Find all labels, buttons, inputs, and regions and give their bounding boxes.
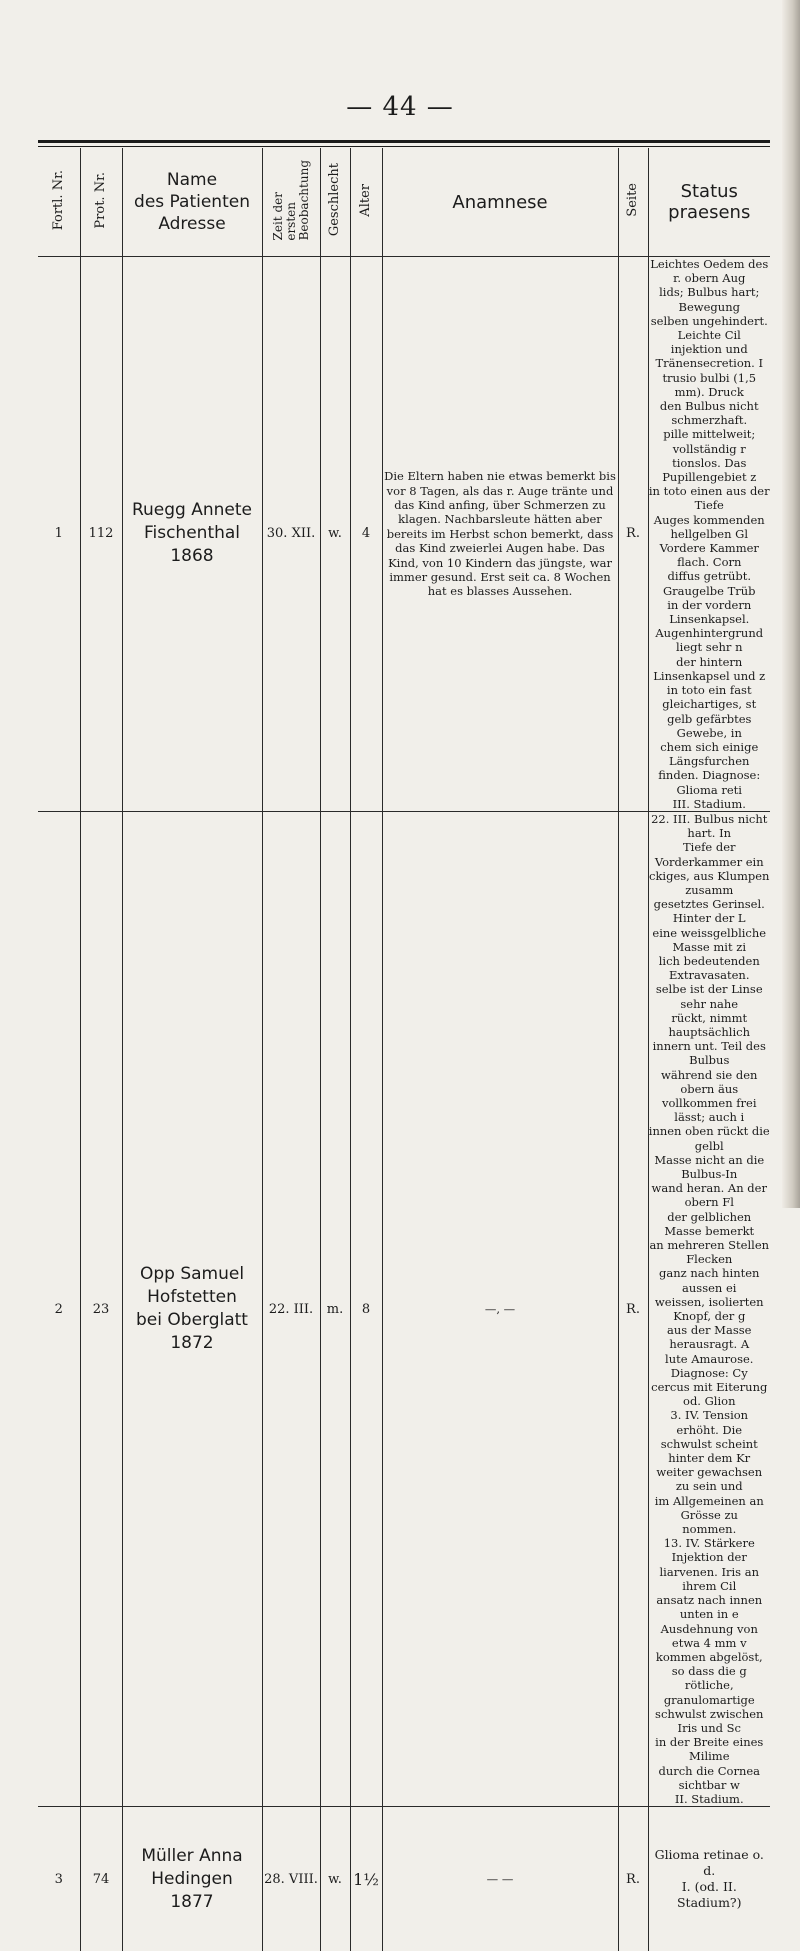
table-top-rule [38,140,770,143]
patient-place: Fischenthal [143,523,241,544]
status-line: schwulst zwischen Iris und Sc [655,1706,764,1735]
header-geschlecht: Geschlecht [320,148,350,257]
cell-zeit: 28. VIII. [262,1807,320,1951]
cell-alter: 4 [350,257,382,812]
status-line: diffus getrübt. Graugelbe Trüb [662,569,756,598]
status-line: schwulst scheint hinter dem Kr [660,1436,758,1466]
status-line: gelb gefärbtes Gewebe, in [667,711,752,740]
status-line: an mehreren Stellen Flecken [649,1238,770,1267]
status-line: gesetztes Gerinsel. Hinter der L [653,897,765,926]
cell-status [648,257,770,812]
status-line: chem sich einige Längsfurchen [660,739,759,769]
status-line: lute Amaurose. Diagnose: Cy [665,1351,754,1380]
patient-year: 1872 [170,1333,214,1354]
header-zeit [262,148,320,257]
status-line: lich bedeutenden Extravasaten. [658,953,760,983]
status-line: nommen. [682,1522,737,1537]
patient-name: Opp Samuel [139,1264,245,1285]
status-line: der gelblichen Masse bemerkt [664,1209,755,1238]
header-fortl-nr: Fortl. Nr. [38,148,80,257]
cell-name [122,257,262,812]
status-line: weiter gewachsen zu sein und [656,1465,763,1494]
cell-status [648,811,770,1806]
status-line: lids; Bulbus hart; Bewegung [659,285,760,314]
status-line: Augenhintergrund liegt sehr n [655,626,764,655]
table-header [38,148,770,257]
cell-fortl-nr: 1 [38,257,80,812]
status-line: Tiefe der Vorderkammer ein [654,840,764,869]
status-line: innen oben rückt die gelbl [648,1124,770,1153]
status-line: Glioma retinae o. d. [654,1847,764,1879]
cell-zeit: 30. XII. [262,257,320,812]
cell-alter: 8 [350,811,382,1806]
status-line: den Bulbus nicht schmerzhaft. [659,399,759,428]
status-line: der hintern Linsenkapsel und z [653,654,766,683]
table-row [38,257,770,812]
header-status: Status praesens [648,148,770,257]
status-line: III. Stadium. [672,796,746,811]
cell-anamnese: — — [382,1807,618,1951]
header-name-line3: Adresse [158,214,226,234]
cell-geschlecht: m. [320,811,350,1806]
page-edge-shadow [782,0,800,1208]
status-line: im Allgemeinen an Grösse zu [654,1493,764,1522]
cell-prot-nr: 74 [80,1807,122,1951]
status-line: ckiges, aus Klumpen zusamm [649,868,770,897]
status-line: injektion und Tränensecretion. I [655,342,764,371]
status-line: pille mittelweit; vollständig r [663,427,756,456]
table-row [38,1807,770,1951]
page-number: — 44 — [346,92,454,122]
table-row [38,811,770,1806]
patient-name: Müller Anna [141,1845,243,1866]
header-alter: Alter [350,148,382,257]
header-anamnese: Anamnese [382,148,618,257]
cell-seite: R. [618,811,648,1806]
header-zeit-line1: Zeit der [270,191,285,241]
header-seite: Seite [618,148,648,257]
status-line: vollkommen frei lässt; auch i [661,1095,757,1125]
cell-alter: 1½ [350,1807,382,1951]
status-line: I. (od. II. Stadium?) [676,1879,742,1911]
header-zeit-line3: Beobachtung [296,159,311,241]
status-line: II. Stadium. [674,1791,744,1806]
cell-anamnese: —, — [382,811,618,1806]
status-line: selbe ist der Linse sehr nahe [655,982,763,1011]
status-line: in toto einen aus der Tiefe [648,484,770,513]
status-line: selben ungehindert. Leichte Cil [650,313,768,343]
patient-table [38,148,770,1951]
header-name [122,148,262,257]
status-line: in der Breite eines Milime [655,1735,764,1764]
status-line: Auges kommenden hellgelben Gl [653,512,765,541]
status-line: finden. Diagnose: Glioma reti [658,768,761,797]
status-line: Vordere Kammer flach. Corn [659,541,759,570]
patient-place: Hofstetten [147,1287,237,1308]
status-line: durch die Cornea sichtbar w [658,1763,761,1792]
cell-status [648,1807,770,1951]
status-line: während sie den obern äus [661,1067,758,1096]
status-line: cercus mit Eiterung od. Glion [651,1380,768,1409]
status-line: kommen abgelöst, so dass die g [655,1649,763,1679]
cell-fortl-nr: 3 [54,1871,63,1887]
table-top-rule-thin [38,146,770,147]
status-line: ansatz nach innen unten in e [656,1593,763,1622]
cell-name [122,1807,262,1951]
header-zeit-line2: ersten [283,201,298,241]
status-line: eine weissgelbliche Masse mit zi [652,925,767,954]
patient-place-detail: bei Oberglatt [136,1310,248,1331]
status-line: 13. IV. Stärkere Injektion der [663,1536,755,1565]
cell-prot-nr: 23 [80,811,122,1806]
status-line: in toto ein fast gleichartiges, st [662,683,757,712]
status-line: aus der Masse herausragt. A [667,1323,752,1352]
status-line: tionslos. Das Pupillengebiet z [662,455,757,485]
status-line: ganz nach hinten aussen ei [659,1266,760,1295]
cell-geschlecht: w. [320,1807,350,1951]
status-line: trusio bulbi (1,5 mm). Druck [662,370,757,399]
status-line: rötliche, granulomartige [663,1678,755,1707]
status-line: in der vordern Linsenkapsel. [667,597,752,627]
cell-name [122,811,262,1806]
cell-fortl-nr: 2 [38,811,80,1806]
status-line: Leichtes Oedem des r. obern Aug [650,257,769,286]
header-name-line1: Name [166,170,218,190]
cell-seite: R. [618,1807,648,1951]
status-line: 3. IV. Tension erhöht. Die [670,1408,749,1437]
patient-name: Ruegg Annete [131,500,253,521]
status-line: 22. III. Bulbus nicht hart. In [651,811,768,841]
status-line: Masse nicht an die Bulbus-In [654,1152,765,1181]
patient-year: 1877 [170,1891,214,1912]
cell-anamnese: Die Eltern haben nie etwas bemerkt bis vor 8 Tagen, als das r. Auge tränte und das Kind anfing, über Schmerzen zu klagen. Nachbarsleute hätten aber bereits im Herbst schon bemerkt, dass das Kind zweierlei Augen habe. Das Kind, von 10 Kindern das jüngste, war immer gesund. Erst seit ca. 8 Wochen hat es blasses Aussehen. [382,257,618,812]
status-line: weissen, isolierten Knopf, der g [654,1294,764,1324]
status-line: innern unt. Teil des Bulbus [652,1039,766,1068]
cell-geschlecht: w. [320,257,350,812]
patient-year: 1868 [170,546,214,567]
patient-place: Hedingen [151,1868,233,1889]
status-line: rückt, nimmt hauptsächlich [668,1010,750,1039]
header-prot-nr: Prot. Nr. [80,148,122,257]
status-line: Ausdehnung von etwa 4 mm v [660,1621,758,1650]
header-name-line2: des Patienten [134,192,250,212]
cell-seite: R. [618,257,648,812]
cell-prot-nr: 112 [80,257,122,812]
status-line: wand heran. An der obern Fl [651,1181,767,1210]
cell-zeit: 22. III. [262,811,320,1806]
status-line: liarvenen. Iris an ihrem Cil [659,1564,759,1593]
